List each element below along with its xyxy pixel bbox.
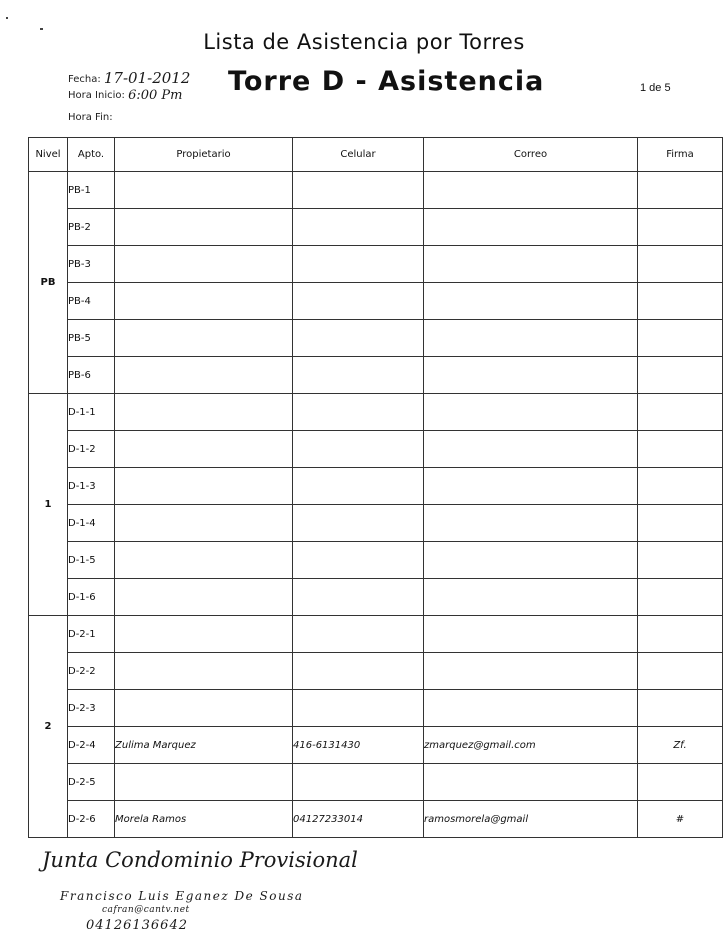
firma-cell — [638, 283, 723, 320]
hora-fin-field — [68, 106, 113, 124]
propietario-cell — [115, 579, 293, 616]
correo-cell — [424, 209, 638, 246]
apto-cell: PB-1 — [68, 172, 115, 209]
apto-cell: D-1-1 — [68, 394, 115, 431]
propietario-cell — [115, 616, 293, 653]
apto-cell: D-1-3 — [68, 468, 115, 505]
table-row — [29, 468, 723, 505]
table-row — [29, 801, 723, 838]
correo-cell: ramosmorela@gmail — [424, 801, 638, 838]
correo-cell — [424, 394, 638, 431]
apto-cell: D-2-4 — [68, 727, 115, 764]
column-header: Propietario — [115, 138, 293, 172]
correo-cell — [424, 283, 638, 320]
firma-cell: # — [638, 801, 723, 838]
column-header: Nivel — [29, 138, 68, 172]
propietario-cell — [115, 542, 293, 579]
firma-cell — [638, 357, 723, 394]
table-header-row — [29, 138, 723, 172]
apto-cell: D-1-4 — [68, 505, 115, 542]
celular-cell: 416-6131430 — [293, 727, 424, 764]
firma-cell — [638, 246, 723, 283]
correo-cell — [424, 505, 638, 542]
apto-cell: PB-3 — [68, 246, 115, 283]
celular-cell — [293, 690, 424, 727]
hora-fin-label: Hora Fin: — [68, 112, 113, 123]
celular-cell — [293, 764, 424, 801]
celular-cell — [293, 505, 424, 542]
apto-cell: PB-4 — [68, 283, 115, 320]
celular-cell — [293, 357, 424, 394]
scan-speck — [6, 17, 8, 19]
correo-cell — [424, 616, 638, 653]
propietario-cell — [115, 283, 293, 320]
celular-cell: 04127233014 — [293, 801, 424, 838]
apto-cell: D-2-1 — [68, 616, 115, 653]
propietario-cell — [115, 394, 293, 431]
fecha-field — [68, 68, 190, 86]
table-row — [29, 579, 723, 616]
correo-cell — [424, 764, 638, 801]
nivel-cell: PB — [29, 172, 68, 394]
page-title: Lista de Asistencia por Torres — [203, 30, 525, 54]
table-row — [29, 320, 723, 357]
table-row — [29, 394, 723, 431]
propietario-cell — [115, 320, 293, 357]
correo-cell — [424, 357, 638, 394]
celular-cell — [293, 209, 424, 246]
celular-cell — [293, 616, 424, 653]
celular-cell — [293, 579, 424, 616]
note-name: Francisco Luis Eganez De Sousa — [60, 889, 304, 903]
celular-cell — [293, 172, 424, 209]
table-row — [29, 172, 723, 209]
propietario-cell — [115, 431, 293, 468]
apto-cell: D-2-5 — [68, 764, 115, 801]
table-row — [29, 283, 723, 320]
apto-cell: D-1-2 — [68, 431, 115, 468]
celular-cell — [293, 542, 424, 579]
table-row — [29, 690, 723, 727]
firma-cell — [638, 690, 723, 727]
celular-cell — [293, 394, 424, 431]
apto-cell: D-2-3 — [68, 690, 115, 727]
apto-cell: D-2-6 — [68, 801, 115, 838]
propietario-cell — [115, 653, 293, 690]
celular-cell — [293, 468, 424, 505]
fecha-value: 17-01-2012 — [103, 69, 191, 87]
firma-cell — [638, 653, 723, 690]
apto-cell: D-2-2 — [68, 653, 115, 690]
propietario-cell: Morela Ramos — [115, 801, 293, 838]
propietario-cell — [115, 357, 293, 394]
firma-cell — [638, 505, 723, 542]
propietario-cell — [115, 172, 293, 209]
column-header: Celular — [293, 138, 424, 172]
correo-cell — [424, 542, 638, 579]
table-row — [29, 764, 723, 801]
firma-cell — [638, 764, 723, 801]
hora-inicio-field — [68, 87, 182, 102]
firma-cell — [638, 542, 723, 579]
nivel-cell: 1 — [29, 394, 68, 616]
propietario-cell — [115, 246, 293, 283]
attendance-table — [28, 137, 723, 838]
tower-title: Torre D - Asistencia — [228, 66, 545, 97]
column-header: Apto. — [68, 138, 115, 172]
note-phone: 04126136642 — [86, 918, 188, 933]
column-header: Firma — [638, 138, 723, 172]
correo-cell — [424, 320, 638, 357]
table-row — [29, 357, 723, 394]
celular-cell — [293, 283, 424, 320]
correo-cell — [424, 579, 638, 616]
propietario-cell — [115, 209, 293, 246]
firma-cell: Zf. — [638, 727, 723, 764]
correo-cell: zmarquez@gmail.com — [424, 727, 638, 764]
table-row — [29, 542, 723, 579]
correo-cell — [424, 431, 638, 468]
apto-cell: PB-2 — [68, 209, 115, 246]
propietario-cell — [115, 505, 293, 542]
column-header: Correo — [424, 138, 638, 172]
celular-cell — [293, 653, 424, 690]
note-junta: Junta Condominio Provisional — [42, 848, 358, 872]
firma-cell — [638, 616, 723, 653]
apto-cell: D-1-6 — [68, 579, 115, 616]
celular-cell — [293, 431, 424, 468]
propietario-cell — [115, 690, 293, 727]
propietario-cell — [115, 468, 293, 505]
apto-cell: PB-6 — [68, 357, 115, 394]
table-row — [29, 209, 723, 246]
firma-cell — [638, 209, 723, 246]
note-email: cafran@cantv.net — [102, 905, 190, 915]
firma-cell — [638, 172, 723, 209]
celular-cell — [293, 320, 424, 357]
page-count: 1 de 5 — [640, 82, 671, 94]
propietario-cell: Zulima Marquez — [115, 727, 293, 764]
table-row — [29, 505, 723, 542]
propietario-cell — [115, 764, 293, 801]
table-row — [29, 246, 723, 283]
firma-cell — [638, 579, 723, 616]
firma-cell — [638, 431, 723, 468]
correo-cell — [424, 690, 638, 727]
correo-cell — [424, 172, 638, 209]
firma-cell — [638, 394, 723, 431]
celular-cell — [293, 246, 424, 283]
apto-cell: D-1-5 — [68, 542, 115, 579]
hora-inicio-value: 6:00 Pm — [128, 88, 183, 103]
table-row — [29, 431, 723, 468]
correo-cell — [424, 468, 638, 505]
apto-cell: PB-5 — [68, 320, 115, 357]
table-body — [29, 172, 723, 838]
hora-inicio-label: Hora Inicio: — [68, 90, 125, 101]
table-row — [29, 616, 723, 653]
firma-cell — [638, 320, 723, 357]
fecha-label: Fecha: — [68, 74, 101, 85]
firma-cell — [638, 468, 723, 505]
nivel-cell: 2 — [29, 616, 68, 838]
table-row — [29, 653, 723, 690]
correo-cell — [424, 246, 638, 283]
correo-cell — [424, 653, 638, 690]
table-row — [29, 727, 723, 764]
